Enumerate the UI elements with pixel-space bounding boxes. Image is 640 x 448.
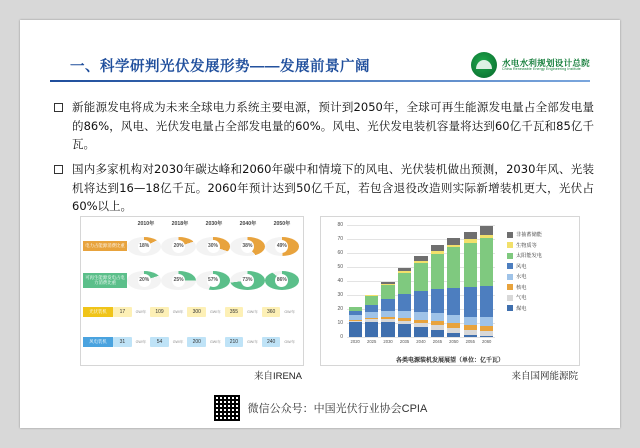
table-row [83,231,299,261]
legend-swatch-icon [507,263,513,269]
bar-segment [447,315,460,323]
donut-value: 20% [138,274,151,287]
table-cell [230,271,264,290]
logo-name-en: China Renewable Energy Engineering Institute [501,66,581,71]
y-tick-label: 50 [337,264,343,270]
donut-value: 20% [172,240,185,253]
bar-segment [398,311,411,318]
bar-segment [480,238,493,286]
bar-segment [398,324,411,337]
row-label: 风电装机 [83,337,113,347]
legend-item [507,242,575,249]
bar-segment [414,312,427,320]
column-header: 2010年 [137,221,155,227]
donut-value: 57% [207,274,220,287]
donut-value: 73% [241,274,254,287]
legend-item [507,231,575,238]
donut-value: 25% [172,274,185,287]
bar-segment [447,238,460,245]
title-underline [50,80,590,82]
value-bar: 109 [150,307,169,317]
table-cell [113,337,150,347]
value-bar: 17 [113,307,132,317]
table-row [83,329,299,355]
plot-area [347,225,495,337]
unit-label: GW/年 [172,340,184,344]
list-item [54,98,594,154]
row-cells [127,237,299,256]
x-tick-label: 2045 [432,339,443,344]
value-bar: 210 [225,337,244,347]
unit-label: GW/年 [135,340,147,344]
legend-item [507,284,575,291]
bar-segment [398,294,411,311]
table-cell [161,271,195,290]
bar-segment [447,288,460,315]
table-cell [196,271,230,290]
y-tick-label: 30 [337,292,343,298]
footer-text: 微信公众号：中国光伏行业协会CPIA [247,403,428,415]
unit-label: GW/年 [284,310,296,314]
donut-chart [230,271,264,290]
legend-swatch-icon [507,253,513,259]
table-cell [127,271,161,290]
column-header: 2040年 [239,221,257,227]
donut-chart [196,271,230,290]
table-row [83,299,299,325]
bullet-text: 新能源发电将成为未来全球电力系统主要电源，预计到2050年，全球可再生能源发电量占全部发电量的86%，风电、光伏发电量占全部发电量的60%。风电、光伏发电装机容量将达到60亿千瓦和85亿千瓦。 [72,100,594,152]
unit-label: GW/年 [209,340,221,344]
bullet-list [54,98,594,222]
bar-segment [480,226,493,234]
unit-label: GW/年 [209,310,221,314]
unit-label: GW/年 [172,310,184,314]
legend-swatch-icon [507,274,513,280]
donut-value: 49% [275,240,288,253]
bar-segment [381,322,394,337]
value-bar: 355 [225,307,244,317]
bar-segment [398,273,411,294]
bar-column [349,225,362,337]
bar-column [447,225,460,337]
bar-column [398,225,411,337]
footer [20,394,620,422]
legend-item [507,294,575,301]
bar-column [365,225,378,337]
value-bar: 240 [262,337,281,347]
bar-column [431,225,444,337]
legend-label: 太阳能发电 [516,253,542,259]
value-bar: 360 [262,307,281,317]
x-tick-label: 2060 [482,339,492,344]
legend-swatch-icon [507,284,513,290]
table-row [83,265,299,295]
chart-title: 各类电源装机发展展望（单位：亿千瓦） [395,358,504,364]
bar-segment [381,311,394,318]
table-cell [265,271,299,290]
column-header: 2050年 [273,221,291,227]
table-cell [150,307,187,317]
bar-segment [431,330,444,337]
table-cell [262,337,299,347]
stacked-bar-chart [321,217,579,365]
legend-label: 风电 [516,263,527,270]
x-tick-label: 2030 [383,339,393,344]
donut-chart [196,237,230,256]
bar-segment [349,322,362,337]
value-bar: 200 [187,337,206,347]
figure-power-capacity-chart [320,216,580,366]
x-tick-label: 2020 [350,339,360,344]
table-cell [265,237,299,256]
bar-column [480,225,493,337]
page-title: 一、科学研判光伏发展形势——发展前景广阔 [70,59,370,75]
legend-label: 煤电 [516,305,527,312]
logo-name-cn: 水电水利规划设计总院 [501,57,590,68]
figure-right-source: 来自国网能源院 [511,371,578,382]
bar-group [347,225,495,337]
bar-segment [381,299,394,311]
donut-chart [265,237,299,256]
bullet-text: 国内多家机构对2030年碳达峰和2060年碳中和情境下的风电、光伏装机做出预测，2030年风、光装机将达到16—18亿千瓦。2060年预计达到50亿千瓦，若包含退役改造则实际新增装机更大，光伏占60%以上。 [72,161,594,214]
figure-left-source: 来自IRENA [253,371,302,382]
donut-chart [161,271,195,290]
bar-column [414,225,427,337]
legend-label: 气电 [516,295,527,301]
value-bar: 300 [187,307,206,317]
legend-item [507,273,575,280]
bar-segment [464,232,477,240]
legend-swatch-icon [507,295,513,301]
unit-label: GW/年 [247,340,258,344]
slide-header [50,52,590,88]
value-bar: 31 [113,337,132,347]
bar-segment [480,286,493,317]
bar-segment [464,335,477,337]
table-cell [262,307,299,317]
irena-table [81,217,303,365]
list-item [54,160,594,216]
chart-legend [507,231,575,315]
column-header: 2030年 [205,221,223,227]
logo-icon [471,52,497,78]
y-tick-label: 0 [340,334,343,340]
donut-value: 18% [138,240,151,253]
donut-value: 30% [207,240,220,253]
unit-label: GW/年 [284,340,296,344]
logo-text [502,59,590,72]
bar-segment [447,247,460,288]
bar-segment [365,296,378,304]
bar-column [381,225,394,337]
y-axis [321,222,345,340]
donut-chart [230,237,264,256]
x-tick-label: 2035 [399,339,410,344]
y-tick-label: 20 [337,306,343,312]
bar-segment [365,322,378,337]
organization-logo [471,52,590,78]
x-axis-labels [347,339,495,344]
legend-item [507,263,575,270]
bar-segment [480,317,493,325]
legend-item [507,252,575,259]
row-cells [113,337,299,347]
bar-segment [464,287,477,316]
donut-value: 86% [275,274,288,287]
legend-label: 核电 [516,284,527,291]
donut-chart [127,271,161,290]
bar-segment [431,289,444,314]
legend-label: 水电 [516,274,527,280]
unit-label: GW/年 [135,310,147,314]
table-cell [225,337,262,347]
bullet-marker-icon [54,103,63,112]
donut-chart [127,237,161,256]
y-tick-label: 60 [337,250,343,256]
bar-column [464,225,477,337]
x-tick-label: 2040 [416,339,426,344]
bar-segment [414,327,427,337]
bullet-marker-icon [54,165,63,174]
legend-swatch-icon [507,305,513,311]
qr-code-icon [213,394,241,422]
bar-segment [431,254,444,289]
donut-chart [161,237,195,256]
bar-segment [365,305,378,313]
x-tick-label: 2055 [465,339,475,344]
column-header: 2018年 [171,221,189,227]
y-tick-label: 40 [337,278,343,284]
bar-segment [414,291,427,312]
legend-label: 非抽蓄储能 [516,232,542,238]
table-cell [150,337,187,347]
bar-segment [431,313,444,321]
bar-segment [414,263,427,291]
x-tick-label: 2050 [449,339,459,344]
row-label: 光伏装机 [83,307,113,317]
donut-value: 38% [241,240,254,253]
legend-item [507,305,575,312]
legend-swatch-icon [507,232,513,238]
slide [20,20,620,428]
bar-segment [447,333,460,337]
bar-segment [381,285,394,299]
bar-segment [464,317,477,325]
bar-segment [464,243,477,288]
y-tick-label: 80 [337,222,343,228]
row-cells [113,307,299,317]
table-cell [187,337,224,347]
legend-swatch-icon [507,242,513,248]
row-label: 可再生能源发电占电力消费比重 [83,273,127,288]
gridline [347,337,495,338]
value-bar: 54 [150,337,169,347]
legend-label: 生物质等 [516,242,537,249]
table-cell [196,237,230,256]
table-cell [113,307,150,317]
unit-label: GW/年 [247,310,258,314]
table-cell [127,237,161,256]
y-tick-label: 70 [337,236,343,242]
table-cell [225,307,262,317]
table-cell [230,237,264,256]
row-label: 电力占能源消费比重 [83,241,127,251]
x-tick-label: 2025 [366,339,377,344]
table-cell [187,307,224,317]
figure-irena-table [80,216,304,366]
table-cell [161,237,195,256]
y-tick-label: 10 [337,320,343,326]
row-cells [127,271,299,290]
donut-chart [265,271,299,290]
bar-segment [480,336,493,337]
table-year-headers [129,220,299,230]
